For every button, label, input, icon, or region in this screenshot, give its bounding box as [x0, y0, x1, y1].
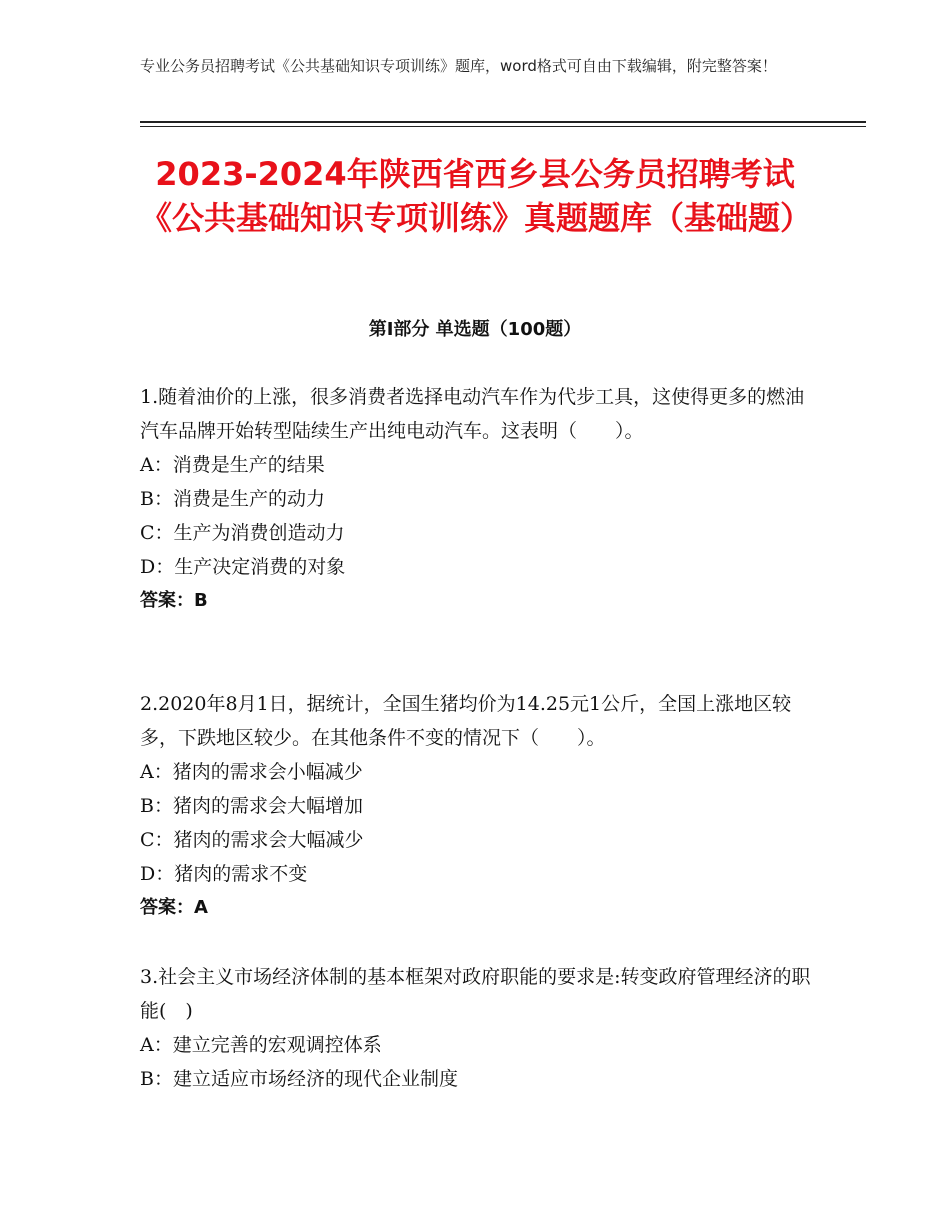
option-b: B：建立适应市场经济的现代企业制度	[140, 1068, 458, 1090]
question-stem: 3.社会主义市场经济体制的基本框架对政府职能的要求是:转变政府管理经济的职能( )	[140, 966, 811, 1022]
question-3	[140, 960, 820, 1096]
header-rule-thin	[140, 126, 866, 127]
option-c: C：猪肉的需求会大幅减少	[140, 829, 364, 851]
option-b: B：猪肉的需求会大幅增加	[140, 795, 363, 817]
option-a: A：消费是生产的结果	[140, 454, 325, 476]
question-stem: 2.2020年8月1日，据统计，全国生猪均价为14.25元1公斤，全国上涨地区较多，下跌地区较少。在其他条件不变的情况下（ ）。	[140, 693, 792, 749]
question-2	[140, 687, 820, 925]
option-d: D：生产决定消费的对象	[140, 556, 346, 578]
question-stem: 1.随着油价的上涨，很多消费者选择电动汽车作为代步工具，这使得更多的燃油汽车品牌开始转型陆续生产出纯电动汽车。这表明（ ）。	[140, 386, 805, 442]
option-b: B：消费是生产的动力	[140, 488, 325, 510]
option-c: C：生产为消费创造动力	[140, 522, 345, 544]
document-title: 2023-2024年陕西省西乡县公务员招聘考试《公共基础知识专项训练》真题题库（基础题）	[140, 155, 813, 237]
header-rule	[140, 121, 866, 123]
option-a: A：猪肉的需求会小幅减少	[140, 761, 363, 783]
answer: 答案：A	[140, 897, 208, 918]
question-1	[140, 380, 820, 618]
section-title: 第I部分 单选题（100题）	[368, 319, 582, 340]
option-d: D：猪肉的需求不变	[140, 863, 308, 885]
option-a: A：建立完善的宏观调控体系	[140, 1034, 382, 1056]
answer: 答案：B	[140, 590, 208, 611]
header-note: 专业公务员招聘考试《公共基础知识专项训练》题库，word格式可自由下载编辑，附完整答案！	[140, 57, 777, 75]
